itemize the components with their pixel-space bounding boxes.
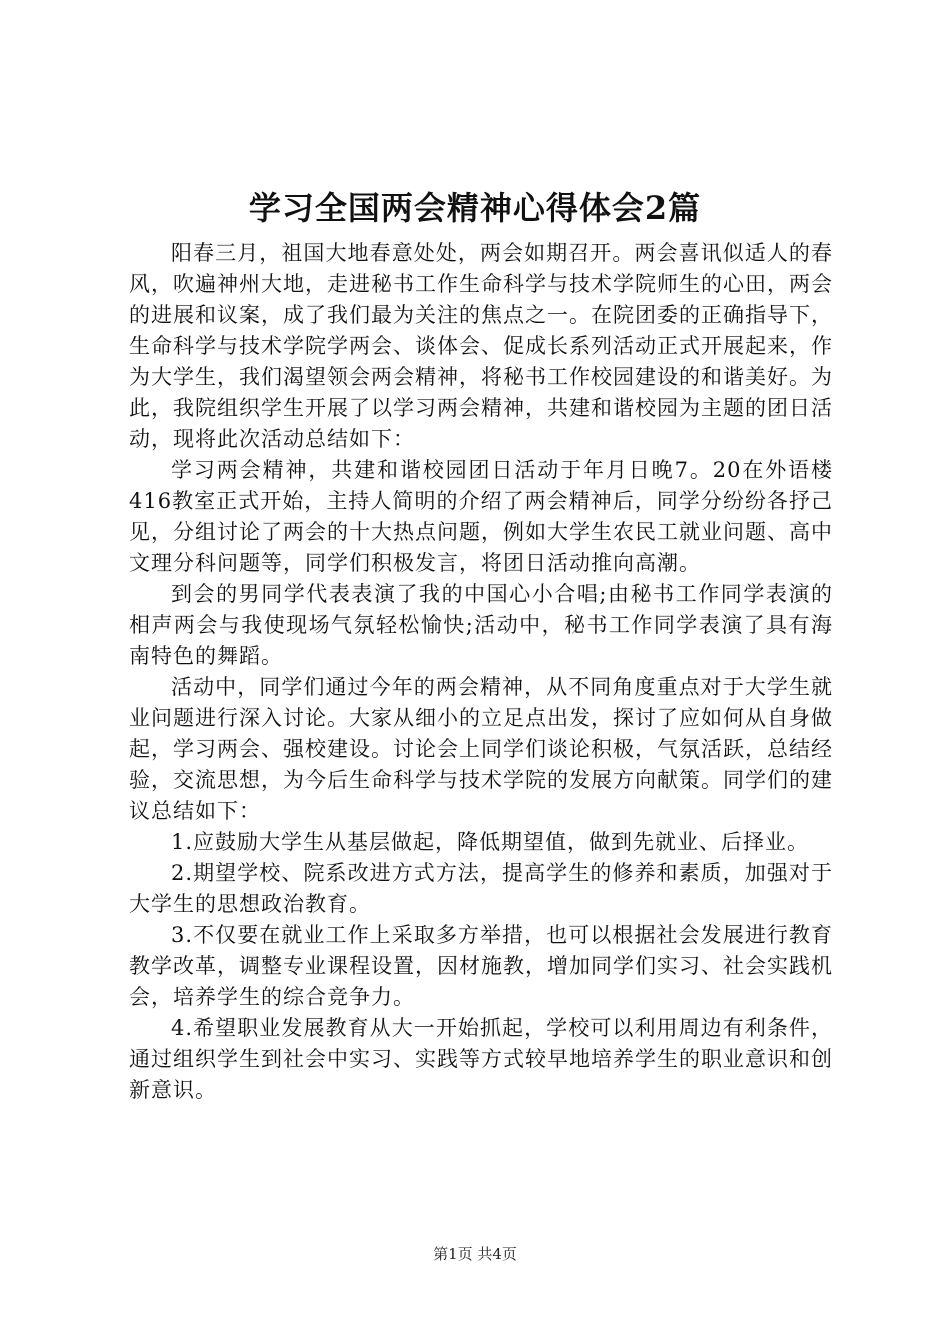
paragraph-1: 阳春三月，祖国大地春意处处，两会如期召开。两会喜讯似适人的春风，吹遍神州大地，走进秘书工作生命科学与技术学院师生的心田，两会的进展和议案，成了我们最为关注的焦点之一。在院团委的正确指导下，生命科学与技术学院学两会、谈体会、促成长系列活动正式开展起来，作为大学生，我们渴望领会两会精神，将秘书工作校园建设的和谐美好。为此，我院组织学生开展了以学习两会精神，共建和谐校园为主题的团日活动，现将此次活动总结如下：	[129, 241, 833, 451]
suggestion-4: 4.希望职业发展教育从大一开始抓起，学校可以利用周边有利条件，通过组织学生到社会中实习、实践等方式较早地培养学生的职业意识和创新意识。	[129, 1016, 833, 1102]
suggestion-1: 1.应鼓励大学生从基层做起，降低期望值，做到先就业、后择业。	[171, 830, 810, 854]
suggestion-2: 2.期望学校、院系改进方式方法，提高学生的修养和素质，加强对于大学生的思想政治教育。	[129, 861, 833, 916]
paragraph-2: 学习两会精神，共建和谐校园团日活动于年月日晚7。20在外语楼416教室正式开始，主持人简明的介绍了两会精神后，同学分纷纷各抒己见，分组讨论了两会的十大热点问题，例如大学生农民工就业问题、高中文理分科问题等，同学们积极发言，将团日活动推向高潮。	[129, 458, 833, 575]
document-body	[129, 238, 833, 1106]
page-number: 第1页 共4页	[433, 1245, 517, 1263]
document-title: 学习全国两会精神心得体会2篇	[248, 189, 702, 227]
paragraph-3: 到会的男同学代表表演了我的中国心小合唱;由秘书工作同学表演的相声两会与我使现场气氛轻松愉快;活动中，秘书工作同学表演了具有海南特色的舞蹈。	[129, 582, 833, 668]
suggestion-3: 3.不仅要在就业工作上采取多方举措，也可以根据社会发展进行教育教学改革，调整专业课程设置，因材施教，增加同学们实习、社会实践机会，培养学生的综合竞争力。	[129, 923, 833, 1009]
paragraph-4: 活动中，同学们通过今年的两会精神，从不同角度重点对于大学生就业问题进行深入讨论。大家从细小的立足点出发，探讨了应如何从自身做起，学习两会、强校建设。讨论会上同学们谈论积极，气氛活跃，总结经验，交流思想，为今后生命科学与技术学院的发展方向献策。同学们的建议总结如下：	[129, 675, 833, 823]
